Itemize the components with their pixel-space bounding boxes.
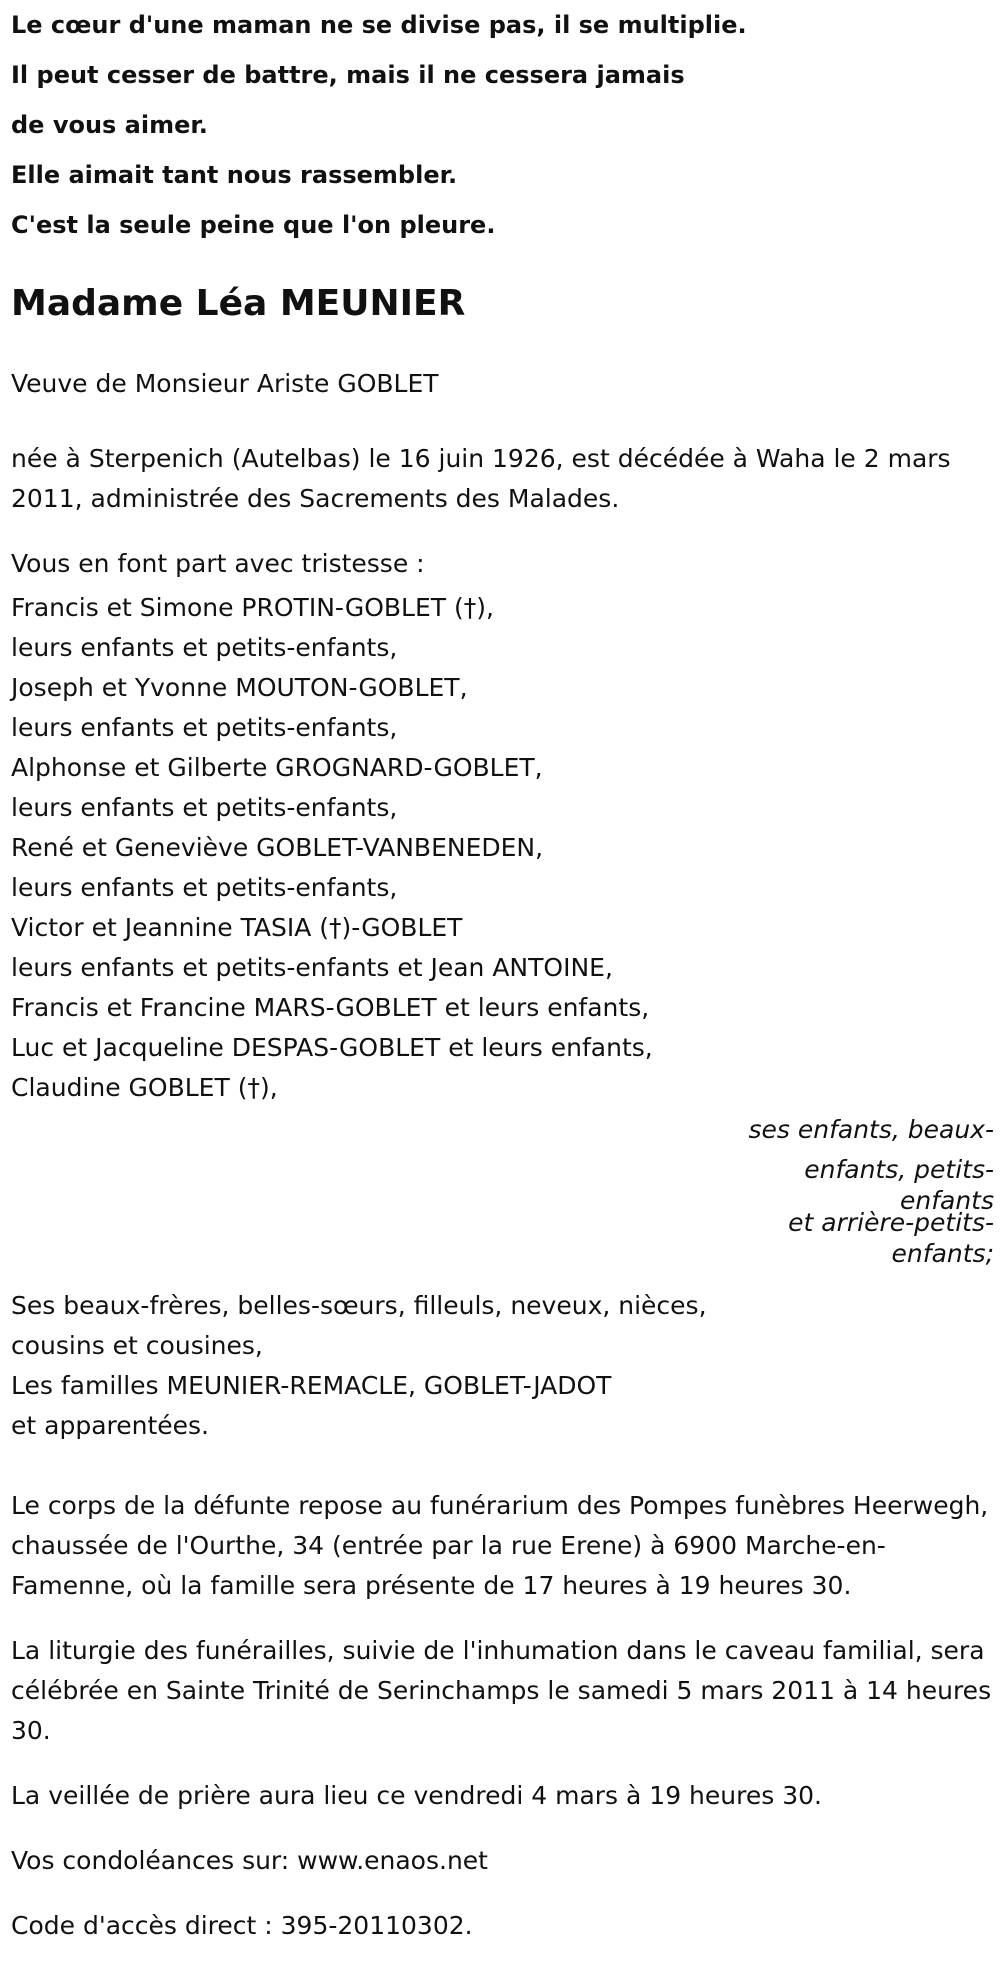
family-line: René et Geneviève GOBLET-VANBENEDEN, <box>11 833 544 862</box>
poem-line: Elle aimait tant nous rassembler. <box>11 161 458 189</box>
liturgy-info: La liturgie des funérailles, suivie de l'inhumation dans le caveau familial, sera célébrée en Sainte Trinité de Serinchamps le samedi 5 mars 2011 à 14 heures 30. <box>11 1636 992 1745</box>
relation-line: et arrière-petits- <box>788 1208 994 1237</box>
extended-family-line: Les familles MEUNIER-REMACLE, GOBLET-JADOT <box>11 1371 612 1400</box>
obituary-document <box>11 0 995 1971</box>
announcement: Vous en font part avec tristesse : <box>11 549 425 578</box>
birth-death-info: née à Sterpenich (Autelbas) le 16 juin 1926, est décédée à Waha le 2 mars 2011, administrée des Sacrements des Malades. <box>11 444 951 513</box>
ceremony-details <box>11 1486 995 1946</box>
family-list <box>11 588 995 1108</box>
family-line: leurs enfants et petits-enfants, <box>11 793 398 822</box>
deceased-name: Madame Léa MEUNIER <box>11 283 466 324</box>
family-line: Francis et Francine MARS-GOBLET et leurs enfants, <box>11 993 650 1022</box>
funerarium-info: Le corps de la défunte repose au funérarium des Pompes funèbres Heerwegh, chaussée de l'Ourthe, 34 (entrée par la rue Erene) à 6900 Marche-en-Famenne, où la famille sera présente de 17 heures à 19 heures 30. <box>11 1491 989 1600</box>
poem-line: Il peut cesser de battre, mais il ne cessera jamais <box>11 61 685 89</box>
family-line: Francis et Simone PROTIN-GOBLET (†), <box>11 593 494 622</box>
extended-family-line: et apparentées. <box>11 1411 209 1440</box>
relation-note <box>11 1110 994 1274</box>
relation-line: enfants; <box>891 1239 994 1268</box>
access-code: Code d'accès direct : 395-20110302. <box>11 1911 473 1940</box>
family-line: Luc et Jacqueline DESPAS-GOBLET et leurs enfants, <box>11 1033 653 1062</box>
poem-line: Le cœur d'une maman ne se divise pas, il se multiplie. <box>11 11 747 39</box>
relation-line: ses enfants, beaux- <box>748 1115 994 1144</box>
relation-line: enfants <box>899 1186 994 1215</box>
widow-of: Veuve de Monsieur Ariste GOBLET <box>11 369 439 398</box>
family-line: leurs enfants et petits-enfants et Jean ANTOINE, <box>11 953 613 982</box>
extended-family-line: cousins et cousines, <box>11 1331 263 1360</box>
family-line: leurs enfants et petits-enfants, <box>11 633 398 662</box>
family-line: Alphonse et Gilberte GROGNARD-GOBLET, <box>11 753 543 782</box>
poem-line: C'est la seule peine que l'on pleure. <box>11 211 496 239</box>
poem-line: de vous aimer. <box>11 111 208 139</box>
vigil-info: La veillée de prière aura lieu ce vendredi 4 mars à 19 heures 30. <box>11 1781 822 1810</box>
family-line: Joseph et Yvonne MOUTON-GOBLET, <box>11 673 468 702</box>
family-line: leurs enfants et petits-enfants, <box>11 873 398 902</box>
relation-line: enfants, petits- <box>804 1155 994 1184</box>
family-line: leurs enfants et petits-enfants, <box>11 713 398 742</box>
memorial-poem <box>11 0 995 250</box>
extended-family-line: Ses beaux-frères, belles-sœurs, filleuls, neveux, nièces, <box>11 1291 707 1320</box>
extended-family <box>11 1286 995 1446</box>
condolences-link[interactable]: Vos condoléances sur: www.enaos.net <box>11 1846 488 1875</box>
family-line: Claudine GOBLET (†), <box>11 1073 278 1102</box>
family-line: Victor et Jeannine TASIA (†)-GOBLET <box>11 913 463 942</box>
